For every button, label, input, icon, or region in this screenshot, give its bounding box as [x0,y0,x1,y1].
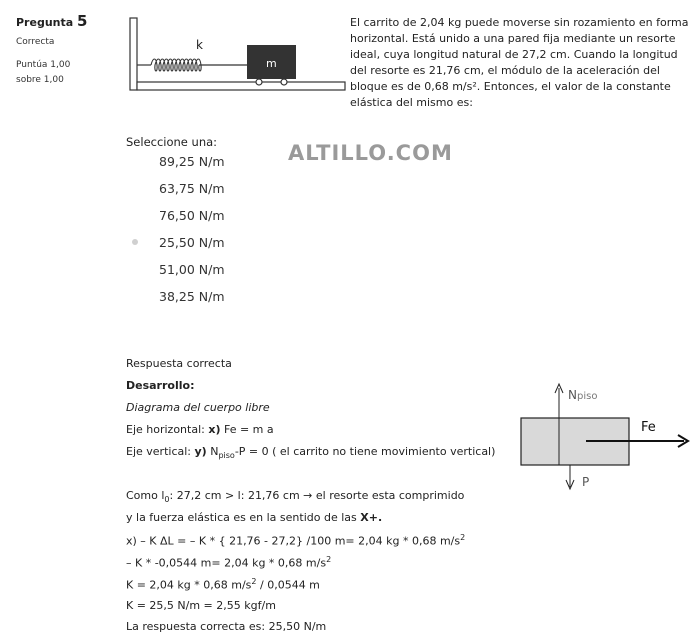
answer-option[interactable] [126,152,326,172]
spring-label: k [196,38,203,52]
answer-prompt: Seleccione una: [126,135,218,149]
floor [137,82,345,90]
question-label [16,12,87,30]
feedback-como [126,489,464,504]
feedback-heading: Desarrollo: [126,379,195,392]
wheel-right [281,79,287,85]
como-a: Como l [126,489,165,502]
weight-label: P [582,475,590,489]
normal-force-sub: piso [576,391,598,402]
eq3-sup: 2 [251,577,257,586]
feedback-horizontal [126,423,274,436]
eq3-a: K = 2,04 kg * 0,68 m/s [126,578,252,592]
como-sub: 0 [164,495,170,505]
answer-option[interactable] [126,287,326,307]
normal-force-n: N [568,388,577,402]
answer-option[interactable] [126,206,326,226]
feedback-diagram-title: Diagrama del cuerpo libre [126,401,270,414]
question-statement: El carrito de 2,04 kg puede moverse sin rozamiento en forma horizontal. Está unido a una pared fija mediante un resorte ideal, cuya longitud natural de 27,2 cm. Cuando la longitud del resorte es 21,76 cm, el módulo de la aceleración del bloque es de 0,68 m/s². Entonces, el valor de la constante elástica del mismo es: [350,16,689,109]
option-text: 89,25 N/m [159,154,225,169]
horizontal-eq: Fe = m a [220,423,274,436]
question-grade: Puntúa 1,00 sobre 1,00 [16,60,71,85]
answer-option[interactable] [126,260,326,280]
normal-force-label [568,388,597,402]
feedback-eq3 [126,577,320,592]
option-text: 38,25 N/m [159,289,225,304]
free-body-diagram [518,380,696,492]
vertical-sub: piso [218,451,235,461]
spring [151,59,201,71]
eq1-sup: 2 [460,533,466,542]
fuerza-a: y la fuerza elástica es en la sentido de las [126,511,361,524]
option-text: 63,75 N/m [159,181,225,196]
mass-label: m [266,57,277,70]
vertical-axis: y) [194,445,207,458]
answer-option[interactable] [126,179,326,199]
horizontal-prefix: Eje horizontal: [126,423,209,436]
vertical-prefix: Eje vertical: [126,445,195,458]
wheel-left [256,79,262,85]
eq3-b: / 0,0544 m [256,578,320,592]
eq1-text: x) – K ΔL = – K * { 21,76 - 27,2} /100 m= 2,04 kg * 0,68 m/s [126,534,461,548]
answer-option-selected[interactable] [126,233,326,253]
eq2-sup: 2 [326,555,332,564]
vertical-n: N [206,445,219,458]
question-state: Correcta [16,37,55,47]
option-text: 76,50 N/m [159,208,225,223]
fuerza-b: X+. [360,511,383,524]
vertical-rest: -P = 0 ( el carrito no tiene movimiento vertical) [234,445,496,458]
watermark: ALTILLO.COM [288,141,453,165]
question-label-text: Pregunta [16,16,74,29]
feedback-final: La respuesta correcta es: 25,50 N/m [126,620,327,633]
feedback-vertical [126,445,495,460]
option-text: 25,50 N/m [159,235,225,250]
feedback-result: Respuesta correcta [126,357,232,370]
option-text: 51,00 N/m [159,262,225,277]
como-b: : 27,2 cm > l: 21,76 cm → el resorte esta comprimido [169,489,465,502]
feedback-eq1 [126,533,465,548]
question-number: 5 [77,12,88,30]
wall [130,18,137,90]
feedback-eq4: K = 25,5 N/m = 2,55 kgf/m [126,599,276,612]
eq2-text: – K * -0,0544 m= 2,04 kg * 0,68 m/s [126,556,327,570]
feedback-fuerza [126,511,382,524]
horizontal-axis: x) [208,423,221,436]
elastic-force-label: Fe [641,420,656,435]
feedback-eq2 [126,555,331,570]
radio-selected[interactable] [132,239,138,245]
spring-cart-figure [126,16,348,98]
